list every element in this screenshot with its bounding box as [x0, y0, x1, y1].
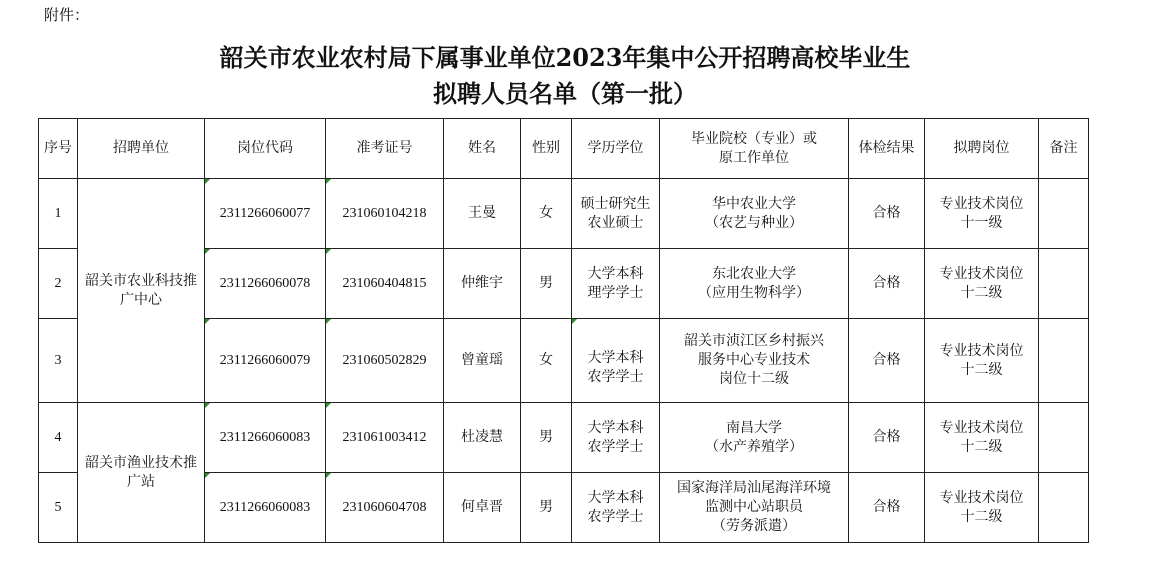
- cell-exam-no: 231060604708: [326, 473, 444, 543]
- position-line2: 十二级: [960, 508, 1003, 525]
- school-line1: 东北农业大学: [712, 265, 796, 282]
- header-seq: 序号: [39, 119, 78, 179]
- cell-name: 杜凌慧: [444, 403, 521, 473]
- cell-exam-no: 231060404815: [326, 249, 444, 319]
- position-line1: 专业技术岗位: [939, 265, 1024, 282]
- school-line3: （劳务派遣）: [712, 518, 796, 534]
- cell-position: [925, 319, 1039, 403]
- position-line2: 十二级: [960, 438, 1003, 455]
- cell-gender: 男: [521, 403, 572, 473]
- cell-post-code: 2311266060083: [205, 403, 326, 473]
- cell-gender: 女: [521, 319, 572, 403]
- school-line1: 南昌大学: [726, 419, 782, 436]
- cell-degree: [572, 319, 660, 403]
- header-remark: 备注: [1039, 119, 1089, 179]
- cell-seq: 5: [39, 473, 78, 543]
- cell-post-code: 2311266060077: [205, 179, 326, 249]
- position-line1: 专业技术岗位: [939, 195, 1024, 212]
- header-school-line1: 毕业院校（专业）或: [691, 130, 817, 147]
- school-line3: 岗位十二级: [719, 371, 789, 387]
- cell-exam-no: 231060502829: [326, 319, 444, 403]
- cell-degree: [572, 403, 660, 473]
- cell-unit-agri-tech-center: 韶关市农业科技推广中心: [78, 179, 205, 403]
- cell-remark: [1039, 249, 1089, 319]
- candidate-table: [38, 118, 1089, 543]
- cell-school: [660, 249, 849, 319]
- table-header-row: [39, 119, 1089, 179]
- header-exam-no: 准考证号: [326, 119, 444, 179]
- cell-school: [660, 403, 849, 473]
- cell-name: 曾童瑶: [444, 319, 521, 403]
- degree-line2: 农业硕士: [587, 214, 644, 231]
- position-line1: 专业技术岗位: [939, 342, 1024, 359]
- header-post-code: 岗位代码: [205, 119, 326, 179]
- header-school-line2: 原工作单位: [719, 149, 789, 166]
- cell-medical: 合格: [849, 179, 925, 249]
- cell-medical: 合格: [849, 249, 925, 319]
- school-line2: 服务中心专业技术: [698, 352, 810, 368]
- header-position: 拟聘岗位: [925, 119, 1039, 179]
- cell-position: [925, 249, 1039, 319]
- cell-gender: 男: [521, 473, 572, 543]
- cell-remark: [1039, 473, 1089, 543]
- degree-line1: 大学本科: [587, 265, 644, 282]
- cell-school: [660, 319, 849, 403]
- header-medical: 体检结果: [849, 119, 925, 179]
- cell-medical: 合格: [849, 473, 925, 543]
- cell-post-code: 2311266060079: [205, 319, 326, 403]
- degree-line2: 农学学士: [587, 368, 644, 385]
- cell-gender: 女: [521, 179, 572, 249]
- degree-line1: 大学本科: [587, 489, 644, 506]
- cell-remark: [1039, 403, 1089, 473]
- cell-post-code: 2311266060078: [205, 249, 326, 319]
- school-line1: 华中农业大学: [712, 195, 796, 212]
- document-title-line2: 拟聘人员名单（第一批）: [433, 79, 697, 108]
- position-line2: 十二级: [960, 284, 1003, 301]
- degree-line2: 理学学士: [587, 284, 644, 301]
- cell-position: [925, 403, 1039, 473]
- position-line2: 十一级: [960, 214, 1003, 231]
- header-degree: 学历学位: [572, 119, 660, 179]
- table-row: [39, 179, 1089, 249]
- cell-medical: 合格: [849, 319, 925, 403]
- cell-degree: [572, 473, 660, 543]
- cell-school: [660, 179, 849, 249]
- cell-seq: 3: [39, 319, 78, 403]
- school-line2: （水产养殖学）: [705, 438, 803, 455]
- cell-remark: [1039, 179, 1089, 249]
- cell-remark: [1039, 319, 1089, 403]
- cell-degree: [572, 179, 660, 249]
- school-line1: 国家海洋局汕尾海洋环境: [677, 480, 831, 496]
- cell-exam-no: 231061003412: [326, 403, 444, 473]
- degree-line1: 大学本科: [587, 349, 644, 366]
- header-gender: 性别: [521, 119, 572, 179]
- degree-line2: 农学学士: [587, 438, 644, 455]
- header-unit: 招聘单位: [78, 119, 205, 179]
- degree-line2: 农学学士: [587, 508, 644, 525]
- cell-seq: 2: [39, 249, 78, 319]
- degree-line1: 大学本科: [587, 419, 644, 436]
- cell-name: 何卓晋: [444, 473, 521, 543]
- cell-degree: [572, 249, 660, 319]
- degree-line1: 硕士研究生: [580, 195, 651, 212]
- school-line2: （应用生物科学）: [698, 284, 810, 301]
- document-title-line1: 韶关市农业农村局下属事业单位2023年集中公开招聘高校毕业生: [219, 43, 911, 72]
- attachment-label: 附件：: [44, 6, 90, 24]
- cell-seq: 1: [39, 179, 78, 249]
- cell-exam-no: 231060104218: [326, 179, 444, 249]
- header-name: 姓名: [444, 119, 521, 179]
- cell-position: [925, 179, 1039, 249]
- school-line2: 监测中心站职员: [705, 499, 803, 515]
- header-school: [660, 119, 849, 179]
- cell-medical: 合格: [849, 403, 925, 473]
- school-line2: （农艺与种业）: [705, 214, 803, 231]
- cell-unit-fishery-station: 韶关市渔业技术推广站: [78, 403, 205, 543]
- cell-gender: 男: [521, 249, 572, 319]
- position-line1: 专业技术岗位: [939, 489, 1024, 506]
- table-row: [39, 403, 1089, 473]
- school-line1: 韶关市浈江区乡村振兴: [684, 333, 824, 349]
- cell-position: [925, 473, 1039, 543]
- position-line2: 十二级: [960, 361, 1003, 378]
- position-line1: 专业技术岗位: [939, 419, 1024, 436]
- cell-name: 仲维宇: [444, 249, 521, 319]
- cell-post-code: 2311266060083: [205, 473, 326, 543]
- cell-name: 王曼: [444, 179, 521, 249]
- cell-school: [660, 473, 849, 543]
- cell-seq: 4: [39, 403, 78, 473]
